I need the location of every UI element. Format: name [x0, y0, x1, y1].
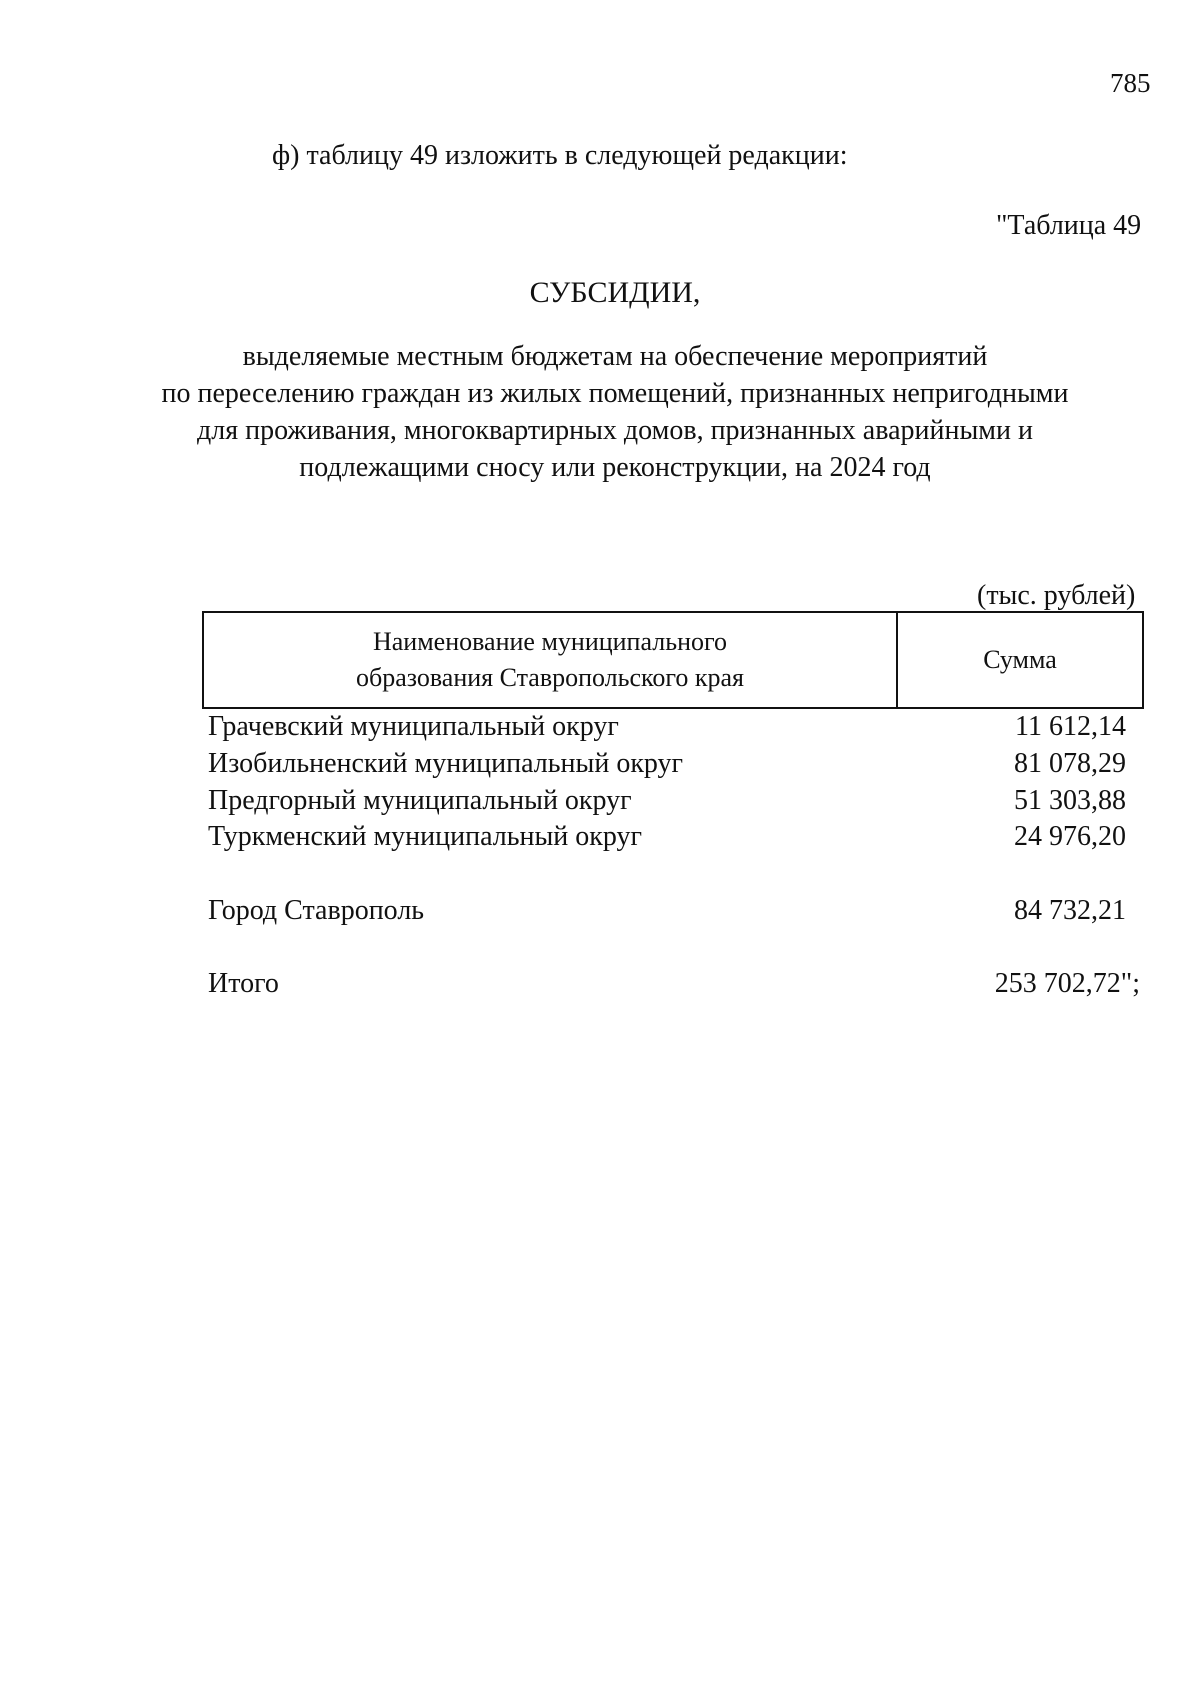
- table-row: [208, 748, 1126, 784]
- row-value: 51 303,88: [1014, 785, 1126, 816]
- total-label: Итого: [208, 968, 279, 999]
- subtitle-line: для проживания, многоквартирных домов, признанных аварийными и: [197, 415, 1033, 446]
- subtitle-line: выделяемые местным бюджетам на обеспечение мероприятий: [242, 341, 988, 372]
- row-value: 11 612,14: [1015, 711, 1126, 742]
- document-title: СУБСИДИИ,: [529, 276, 701, 309]
- table-label: "Таблица 49: [996, 210, 1142, 241]
- row-name: Город Ставрополь: [208, 895, 425, 926]
- subtitle-line: по переселению граждан из жилых помещений, признанных непригодными: [161, 378, 1069, 409]
- units-label: (тыс. рублей): [977, 580, 1136, 611]
- total-value: 253 702,72";: [994, 968, 1140, 999]
- table-row: [208, 821, 1126, 857]
- header-name-cell: [204, 613, 898, 707]
- table-row: [208, 785, 1126, 821]
- page-number: 785: [1110, 68, 1151, 98]
- document-subtitle: [0, 338, 1200, 486]
- row-value: 81 078,29: [1014, 748, 1126, 779]
- table-row: [208, 711, 1126, 747]
- row-name: Изобильненский муниципальный округ: [208, 748, 684, 779]
- header-name-line: образования Ставропольского края: [355, 663, 745, 692]
- intro-line: ф) таблицу 49 изложить в следующей редакции:: [272, 140, 848, 171]
- total-row: [208, 968, 1140, 1004]
- row-name: Туркменский муниципальный округ: [208, 821, 642, 852]
- row-name: Предгорный муниципальный округ: [208, 785, 632, 816]
- header-name-line: Наименование муниципального: [372, 627, 728, 656]
- row-value: 84 732,21: [1014, 895, 1126, 926]
- table-row: [208, 895, 1126, 931]
- subtitle-line: подлежащими сносу или реконструкции, на 2024 год: [299, 452, 931, 483]
- header-sum-cell: Сумма: [983, 645, 1057, 674]
- row-value: 24 976,20: [1014, 821, 1126, 852]
- row-name: Грачевский муниципальный округ: [208, 711, 619, 742]
- table-header: [202, 611, 1144, 709]
